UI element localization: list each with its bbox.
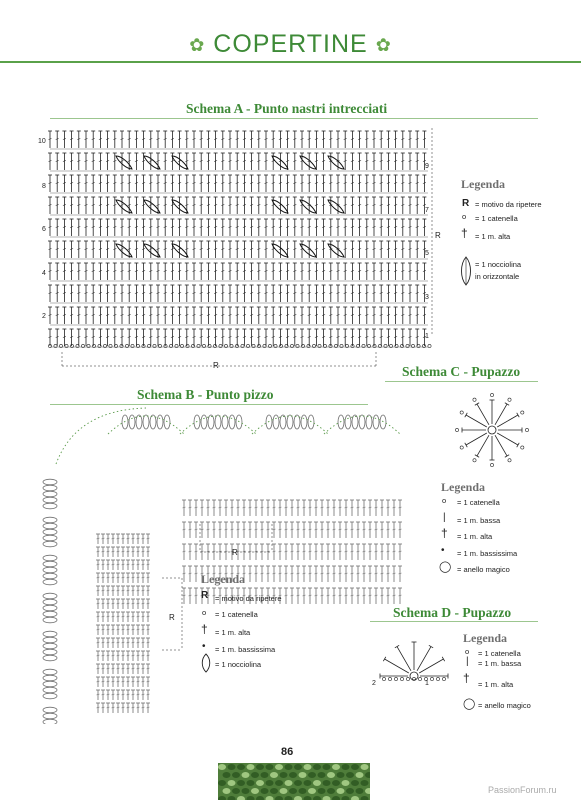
swatch-stitch (256, 780, 264, 786)
swatch-stitch (247, 780, 255, 786)
repeat-symbol-icon: R (201, 590, 209, 601)
picot-petal (43, 579, 57, 585)
header-rule (0, 61, 581, 63)
swatch-stitch (256, 764, 264, 770)
treble-stitch-top (505, 455, 509, 458)
swatch-stitch (313, 764, 321, 770)
treble-stitch-top (465, 443, 468, 447)
nut-stitch-horizontal-icon (459, 256, 473, 286)
swatch-stitch (361, 780, 369, 786)
legend-item-continued: in orizzontale (475, 272, 520, 281)
swatch-stitch (270, 788, 278, 794)
swatch-stitch (318, 788, 326, 794)
swatch-stitch (318, 772, 326, 778)
picot-petal (43, 719, 57, 724)
picot-petal (43, 573, 57, 579)
treble-stitch (495, 435, 507, 456)
swatch-stitch (294, 780, 302, 786)
swatch-stitch (337, 772, 345, 778)
swatch-stitch (323, 780, 331, 786)
treble-symbol-icon: † (201, 622, 208, 636)
chain-stitch (508, 459, 511, 462)
picot-petal (43, 479, 57, 485)
chain-stitch (436, 677, 439, 680)
swatch-stitch (342, 780, 350, 786)
picot-petal (43, 655, 57, 661)
swatch-stitch (280, 788, 288, 794)
legend-title: Legenda (463, 631, 508, 645)
legend-item: = 1 m. bassissima (215, 645, 276, 654)
swatch-stitch (342, 764, 350, 770)
legend-item: = 1 m. bassa (457, 516, 501, 525)
swatch-stitch (327, 772, 335, 778)
swatch-stitch (308, 788, 316, 794)
treble-stitch (495, 404, 507, 425)
chain-stitch (473, 459, 476, 462)
chain-stitch (490, 463, 493, 466)
swatch-stitch (332, 764, 340, 770)
chain-arc (180, 416, 256, 434)
picot-petal (43, 631, 57, 637)
picot-petal (43, 503, 57, 509)
picot-petal (43, 707, 57, 713)
legend-item: = 1 m. alta (475, 232, 511, 241)
chain-symbol-icon: o (442, 496, 447, 505)
row-number: 8 (42, 183, 46, 190)
chain-symbol-icon: o (462, 212, 467, 221)
chain-arc (108, 416, 184, 434)
schema-c-rule (385, 381, 538, 382)
repeat-symbol-icon: R (462, 198, 470, 209)
picot-petal (43, 637, 57, 643)
swatch-stitch (346, 788, 354, 794)
row-number: 5 (425, 250, 429, 257)
swatch-stitch (232, 772, 240, 778)
picot-petal (43, 681, 57, 687)
picot-petal (157, 415, 163, 429)
repeat-label: R (435, 231, 441, 240)
picot-petal (43, 713, 57, 719)
picot-petal (43, 617, 57, 623)
chain-stitch (473, 398, 476, 401)
swatch-stitch (232, 788, 240, 794)
treble-stitch-top (429, 645, 433, 648)
chain-stitch (400, 677, 403, 680)
swatch-stitch (327, 788, 335, 794)
chain-stitch (455, 428, 458, 431)
flower-ornament-icon: ✿ (375, 34, 392, 55)
swatch-stitch (218, 764, 226, 770)
legend-item: = 1 catenella (475, 214, 518, 223)
legend-item: = 1 catenella (457, 498, 500, 507)
swatch-stitch (304, 780, 312, 786)
legend-title: Legenda (441, 480, 486, 494)
swatch-stitch (285, 764, 293, 770)
swatch-stitch (289, 788, 297, 794)
chain-stitch (490, 393, 493, 396)
picot-petal (43, 687, 57, 693)
swatch-stitch (304, 764, 312, 770)
swatch-stitch (223, 788, 231, 794)
swatch-stitch (275, 780, 283, 786)
schema-a-chart (36, 124, 446, 374)
swatch-stitch (242, 788, 250, 794)
legend-item: = 1 m. alta (215, 628, 251, 637)
swatch-stitch (361, 764, 369, 770)
knit-swatch-image (218, 763, 370, 800)
schema-c-title: Schema C - Pupazzo (402, 364, 521, 379)
row-number: 9 (425, 163, 429, 170)
swatch-stitch (261, 788, 269, 794)
legend-item: = 1 m. alta (478, 680, 514, 689)
chain-stitch (508, 398, 511, 401)
nut-stitch (116, 200, 132, 213)
picot-petal (373, 415, 379, 429)
swatch-stitch (285, 780, 293, 786)
swatch-stitch (228, 764, 236, 770)
picot-petal (43, 555, 57, 561)
chain-stitch (394, 677, 397, 680)
swatch-stitch (242, 772, 250, 778)
watermark: PassionForum.ru (488, 785, 557, 795)
chain-stitch (525, 428, 528, 431)
slip-stitch-symbol-icon: • (441, 545, 445, 556)
swatch-stitch (280, 772, 288, 778)
legend-title: Legenda (461, 177, 506, 191)
page-title: COPERTINE (213, 30, 368, 58)
picot-petal (43, 517, 57, 523)
swatch-stitch (289, 772, 297, 778)
chain-arc (324, 416, 400, 434)
picot-petal (43, 611, 57, 617)
treble-stitch (477, 404, 489, 425)
row-number: 6 (42, 226, 46, 233)
picot-petal (287, 415, 293, 429)
picot-petal (345, 415, 351, 429)
picot-petal (43, 669, 57, 675)
picot-petal (215, 415, 221, 429)
swatch-stitch (337, 788, 345, 794)
legend-item: = 1 nocciolina (475, 260, 522, 269)
legend-item: = motivo da ripetere (475, 200, 542, 209)
chain-stitch (382, 677, 385, 680)
picot-petal (43, 599, 57, 605)
swatch-stitch (313, 780, 321, 786)
flower-ornament-icon: ✿ (189, 34, 206, 55)
treble-stitch-top (442, 657, 445, 661)
treble-stitch (497, 415, 518, 427)
chain-arc (252, 416, 328, 434)
picot-petal (359, 415, 365, 429)
row-number: 1 (425, 680, 429, 687)
legend-item: = anello magico (457, 565, 510, 574)
chain-stitch (406, 677, 409, 680)
page-header (0, 30, 581, 59)
treble-stitch-top (475, 455, 479, 458)
schema-a-title: Schema A - Punto nastri intrecciati (186, 101, 388, 116)
chain-stitch (521, 446, 524, 449)
picot-petal (280, 415, 286, 429)
treble-symbol-icon: † (461, 226, 468, 240)
swatch-stitch (308, 772, 316, 778)
picot-petal (301, 415, 307, 429)
swatch-stitch (332, 780, 340, 786)
legend-item: = 1 nocciolina (215, 660, 262, 669)
swatch-stitch (261, 772, 269, 778)
swatch-stitch (237, 764, 245, 770)
row-number: 1 (425, 333, 429, 340)
legend-item: = 1 catenella (215, 610, 258, 619)
swatch-stitch (223, 772, 231, 778)
picot-petal (43, 693, 57, 699)
treble-stitch-top (465, 413, 468, 417)
schema-d-title: Schema D - Pupazzo (393, 605, 512, 620)
nut-stitch (116, 156, 132, 169)
single-crochet-symbol-icon: | (466, 656, 469, 667)
legend-item: = 1 m. bassissima (457, 549, 518, 558)
swatch-stitch (270, 772, 278, 778)
picot-petal (43, 605, 57, 611)
treble-stitch (466, 433, 487, 445)
magic-ring (410, 672, 418, 680)
swatch-stitch (266, 764, 274, 770)
picot-petal (273, 415, 279, 429)
row-number: 7 (425, 207, 429, 214)
swatch-stitch (251, 788, 259, 794)
schema-b-title: Schema B - Punto pizzo (137, 387, 274, 402)
treble-stitch-top (395, 645, 399, 648)
picot-petal (43, 541, 57, 547)
magic-ring-symbol-icon: ◯ (439, 561, 452, 573)
treble-stitch (477, 435, 489, 456)
swatch-stitch (237, 780, 245, 786)
swatch-stitch (275, 764, 283, 770)
swatch-stitch (351, 780, 359, 786)
swatch-stitch (247, 764, 255, 770)
schema-c-chart (452, 390, 532, 470)
row-number: 10 (38, 138, 46, 145)
row-number: 2 (42, 313, 46, 320)
picot-petal (43, 485, 57, 491)
picot-petal (43, 523, 57, 529)
treble-symbol-icon: † (441, 526, 448, 540)
legend-item: = anello magico (478, 701, 531, 710)
swatch-stitch (251, 772, 259, 778)
swatch-stitch (266, 780, 274, 786)
picot-petal (129, 415, 135, 429)
treble-symbol-icon: † (463, 671, 470, 685)
chain-symbol-icon: o (202, 608, 207, 617)
picot-petal (43, 675, 57, 681)
picot-petal (136, 415, 142, 429)
legend-item: = 1 catenella (478, 649, 521, 658)
swatch-stitch (356, 772, 364, 778)
chain-stitch (460, 411, 463, 414)
nut-stitch-icon (200, 653, 212, 673)
nut-stitch (116, 244, 132, 257)
swatch-stitch (356, 788, 364, 794)
swatch-stitch (346, 772, 354, 778)
treble-stitch-top (505, 403, 509, 406)
swatch-stitch (323, 764, 331, 770)
schema-d-chart (374, 630, 454, 690)
chain-stitch (430, 677, 433, 680)
picot-petal (43, 567, 57, 573)
chain-stitch (428, 344, 431, 347)
page-number: 86 (281, 746, 294, 758)
chain-stitch (460, 446, 463, 449)
swatch-stitch (294, 764, 302, 770)
row-number: 3 (425, 294, 429, 301)
picot-petal (208, 415, 214, 429)
treble-stitch-top (475, 403, 479, 406)
picot-petal (43, 561, 57, 567)
chain-stitch (442, 677, 445, 680)
magic-ring (488, 426, 496, 434)
picot-petal (43, 649, 57, 655)
picot-petal (43, 643, 57, 649)
chain-symbol-icon: o (465, 647, 470, 656)
slip-stitch-symbol-icon: • (202, 641, 206, 652)
chain-stitch (418, 677, 421, 680)
picot-petal (201, 415, 207, 429)
treble-stitch-top (517, 443, 520, 447)
legend-title: Legenda (201, 572, 246, 586)
repeat-label: R (169, 613, 175, 622)
legend-item: = motivo da ripetere (215, 594, 282, 603)
swatch-stitch (218, 780, 226, 786)
picot-petal (43, 593, 57, 599)
corner-arc (56, 408, 146, 464)
swatch-stitch (351, 764, 359, 770)
schema-a-rule (50, 118, 538, 119)
schema-b-chart (36, 404, 416, 724)
row-number: 4 (42, 270, 46, 277)
picot-petal (43, 529, 57, 535)
repeat-label: R (232, 548, 238, 557)
legend-item: = 1 m. alta (457, 532, 493, 541)
treble-stitch (497, 433, 518, 445)
treble-stitch (466, 415, 487, 427)
treble-stitch-top (517, 413, 520, 417)
swatch-stitch (299, 788, 307, 794)
swatch-stitch (228, 780, 236, 786)
picot-petal (43, 535, 57, 541)
picot-petal (352, 415, 358, 429)
schema-d-rule (370, 621, 538, 622)
magic-ring-symbol-icon: ◯ (463, 698, 476, 710)
row-number: 2 (372, 680, 376, 687)
single-crochet-symbol-icon: | (443, 512, 446, 523)
picot-petal (143, 415, 149, 429)
picot-petal (43, 497, 57, 503)
chain-stitch (388, 677, 391, 680)
picot-petal (229, 415, 235, 429)
legend-item: = 1 m. bassa (478, 659, 522, 668)
chain-stitch (521, 411, 524, 414)
picot-petal (43, 491, 57, 497)
swatch-stitch (299, 772, 307, 778)
repeat-label: R (213, 361, 219, 370)
treble-stitch-top (383, 657, 386, 661)
